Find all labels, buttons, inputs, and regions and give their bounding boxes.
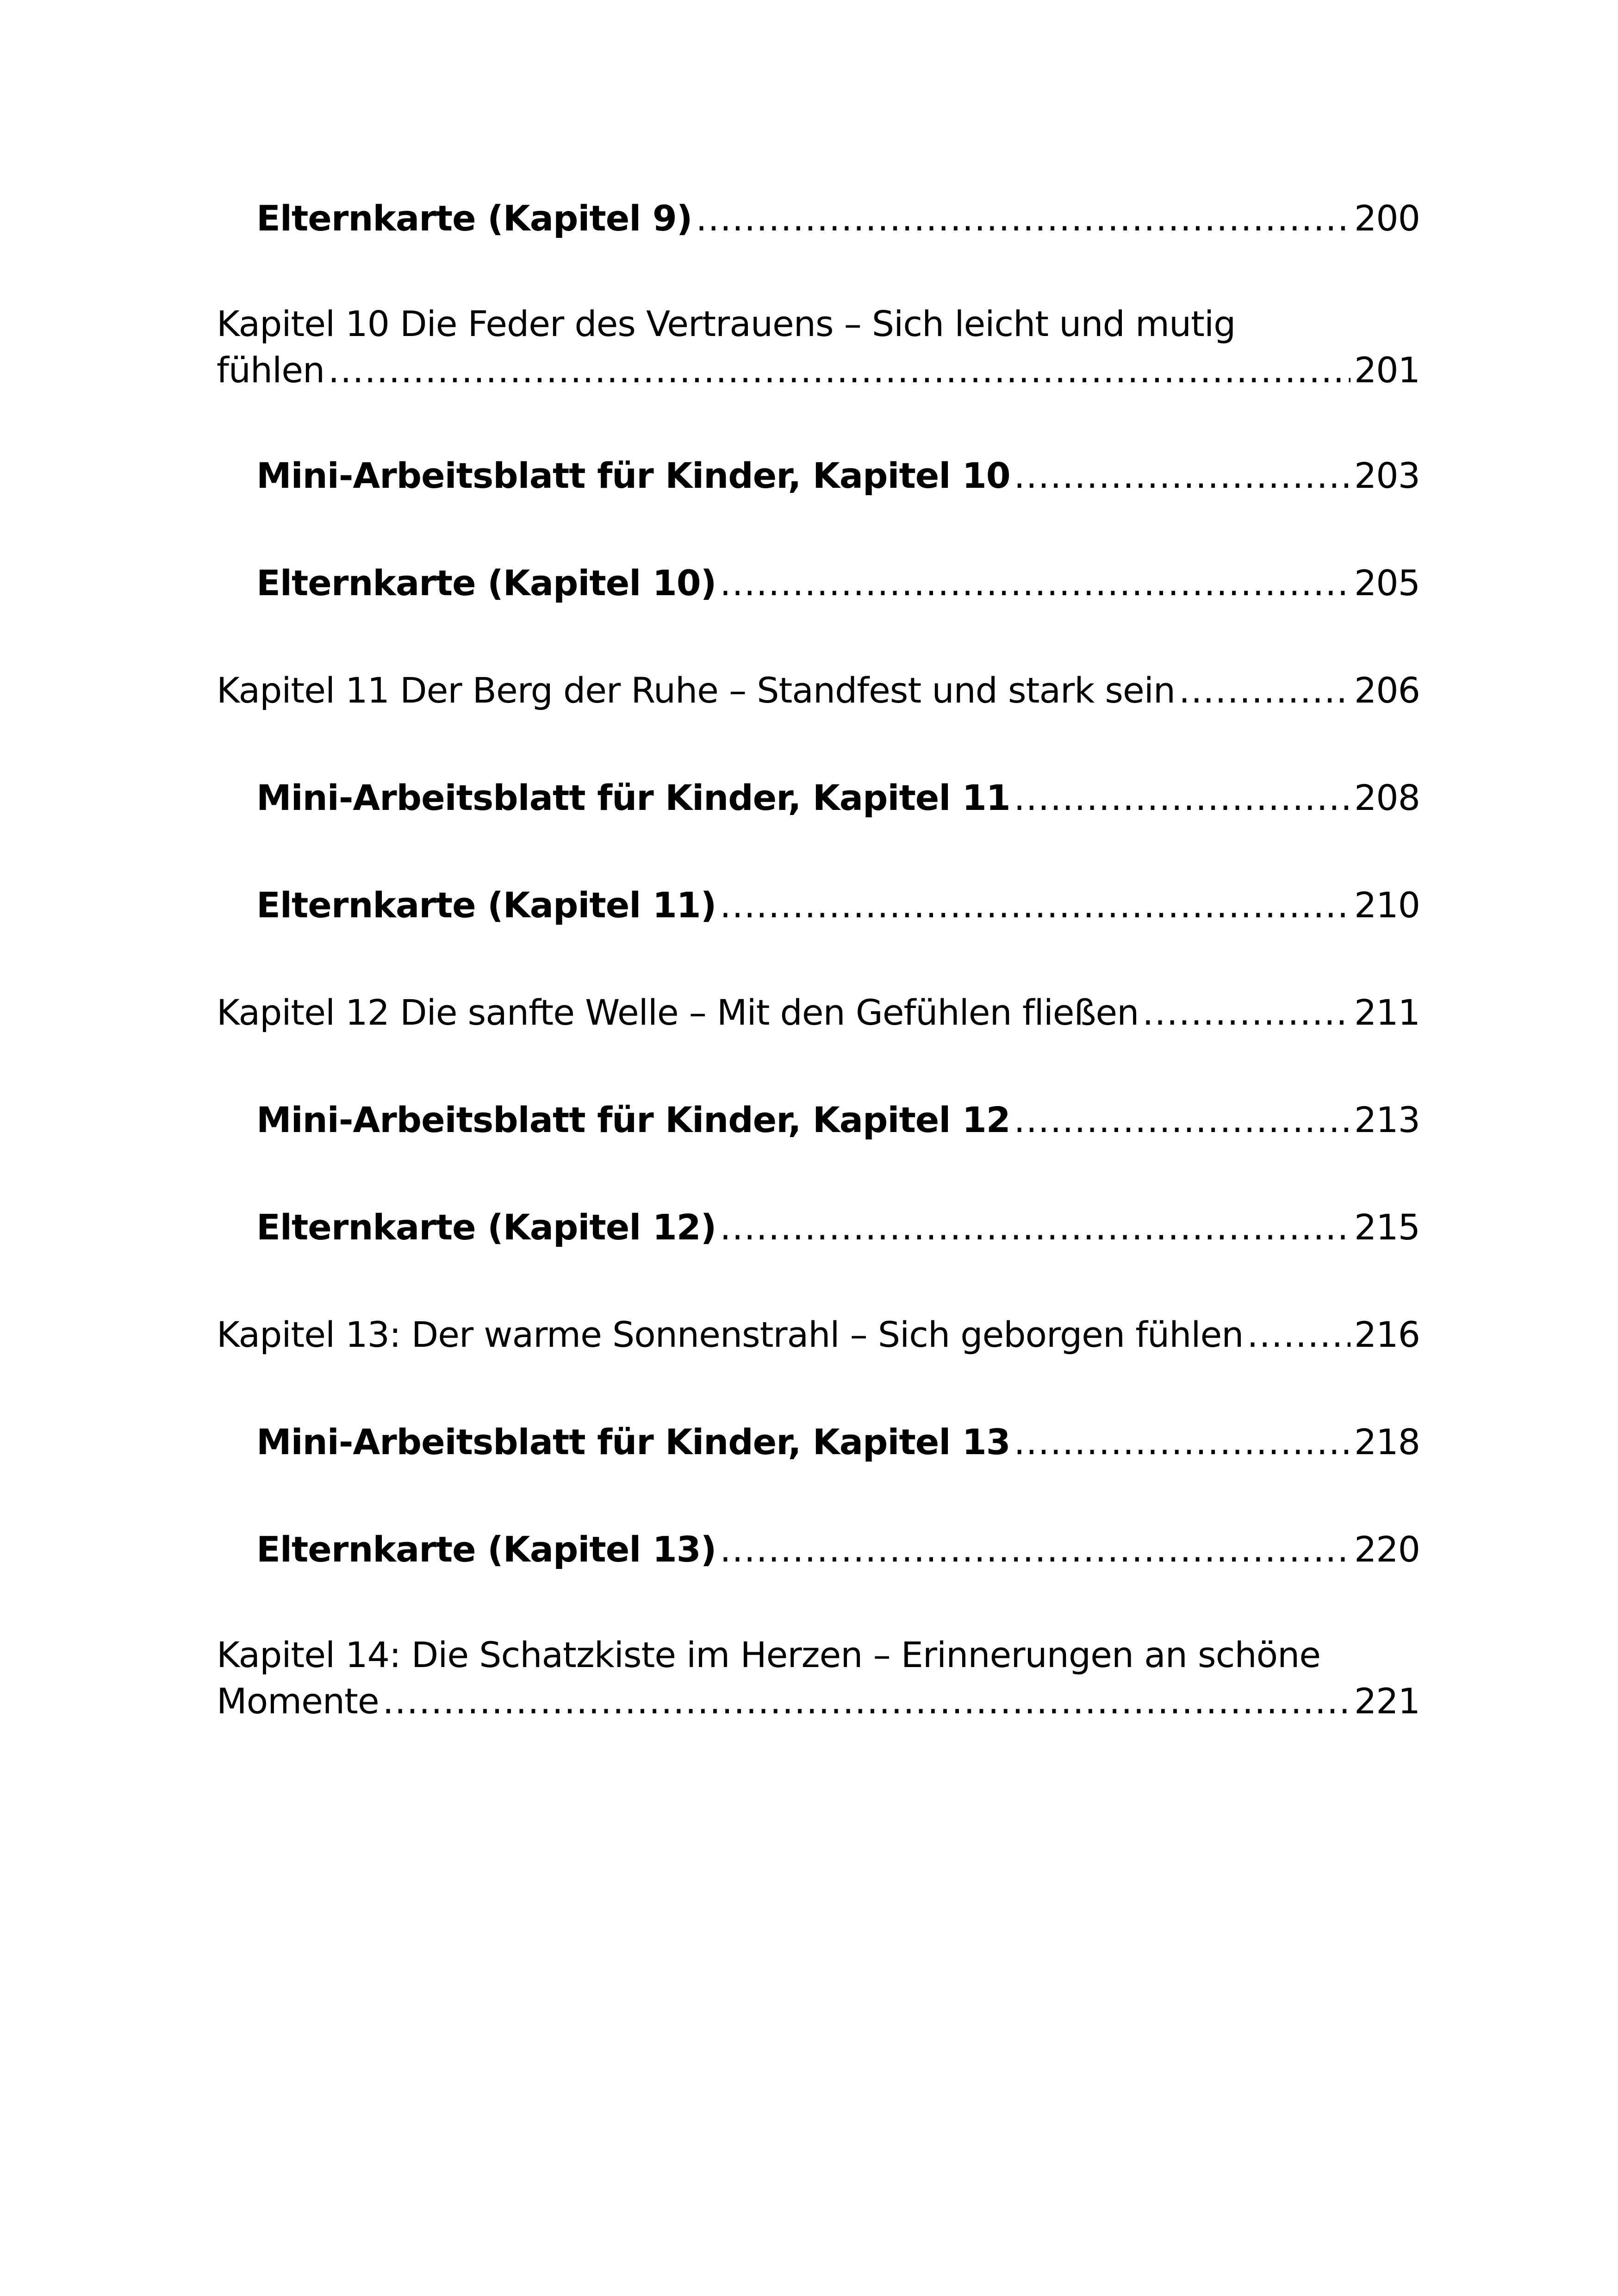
dot-leader: [383, 1677, 1350, 1725]
dot-leader: [1014, 452, 1350, 500]
dot-leader: [1247, 1311, 1350, 1359]
toc-entry-title: Kapitel 12 Die sanfte Welle – Mit den Gefühlen fließen: [217, 992, 1139, 1033]
toc-entry-page: 201: [1354, 349, 1420, 391]
toc-entry-title-line2: Momente: [217, 1680, 379, 1722]
toc-entry-title-line1: Kapitel 10 Die Feder des Vertrauens – Sich leicht und mutig: [217, 303, 1236, 344]
toc-entry-page: 220: [1354, 1529, 1420, 1570]
dot-leader: [1179, 666, 1350, 715]
toc-entry-page: 213: [1354, 1099, 1420, 1140]
toc-entry-title: Mini-Arbeitsblatt für Kinder, Kapitel 13: [256, 1421, 1010, 1462]
toc-entry[interactable]: [217, 1203, 1420, 1251]
toc-entry-title: Mini-Arbeitsblatt für Kinder, Kapitel 10: [256, 455, 1010, 496]
toc-entry-page: 216: [1354, 1314, 1420, 1355]
toc-entry[interactable]: [217, 881, 1420, 929]
toc-entry-title-line2: fühlen: [217, 349, 325, 391]
toc-entry[interactable]: [217, 666, 1420, 715]
toc-entry-title: Elternkarte (Kapitel 9): [256, 198, 692, 239]
toc-entry[interactable]: [217, 774, 1420, 822]
toc-entry-page: 221: [1354, 1680, 1420, 1722]
toc-entry-page: 200: [1354, 198, 1420, 239]
toc-entry[interactable]: [217, 452, 1420, 500]
toc-entry-page: 210: [1354, 884, 1420, 926]
toc-entry[interactable]: [217, 1311, 1420, 1359]
toc-entry-title: Mini-Arbeitsblatt für Kinder, Kapitel 11: [256, 777, 1010, 818]
toc-entry-page: 218: [1354, 1421, 1420, 1462]
toc-entry-title: Kapitel 11 Der Berg der Ruhe – Standfest und stark sein: [217, 670, 1176, 711]
toc-entry-page: 215: [1354, 1207, 1420, 1248]
toc-entry-page: 208: [1354, 777, 1420, 818]
dot-leader: [720, 559, 1350, 607]
dot-leader: [1014, 774, 1350, 822]
toc-entry[interactable]: [217, 559, 1420, 607]
toc-entry-title: Kapitel 13: Der warme Sonnenstrahl – Sich geborgen fühlen: [217, 1314, 1244, 1355]
toc-entry-page: 206: [1354, 670, 1420, 711]
dot-leader: [720, 1203, 1350, 1251]
toc-entry-page: 203: [1354, 455, 1420, 496]
dot-leader: [1142, 989, 1350, 1037]
toc-entry-title: Elternkarte (Kapitel 12): [256, 1207, 716, 1248]
toc-entry[interactable]: [217, 1418, 1420, 1466]
toc-entry[interactable]: [217, 300, 1420, 394]
toc-entry[interactable]: [217, 194, 1420, 243]
toc-entry-title-line1: Kapitel 14: Die Schatzkiste im Herzen – Erinnerungen an schöne: [217, 1634, 1321, 1675]
toc-entry[interactable]: [217, 1631, 1420, 1725]
dot-leader: [720, 881, 1350, 929]
toc-entry-page: 211: [1354, 992, 1420, 1033]
toc-entry-title: Mini-Arbeitsblatt für Kinder, Kapitel 12: [256, 1099, 1010, 1140]
dot-leader: [328, 346, 1350, 394]
toc-entry-title: Elternkarte (Kapitel 13): [256, 1529, 716, 1570]
dot-leader: [1014, 1418, 1350, 1466]
toc-entry-page: 205: [1354, 562, 1420, 604]
dot-leader: [720, 1525, 1350, 1574]
toc-entry[interactable]: [217, 1525, 1420, 1574]
table-of-contents: [217, 194, 1420, 1725]
toc-entry[interactable]: [217, 989, 1420, 1037]
dot-leader: [696, 194, 1350, 243]
toc-entry[interactable]: [217, 1096, 1420, 1144]
toc-entry-title: Elternkarte (Kapitel 10): [256, 562, 716, 604]
toc-entry-title: Elternkarte (Kapitel 11): [256, 884, 716, 926]
dot-leader: [1014, 1096, 1350, 1144]
